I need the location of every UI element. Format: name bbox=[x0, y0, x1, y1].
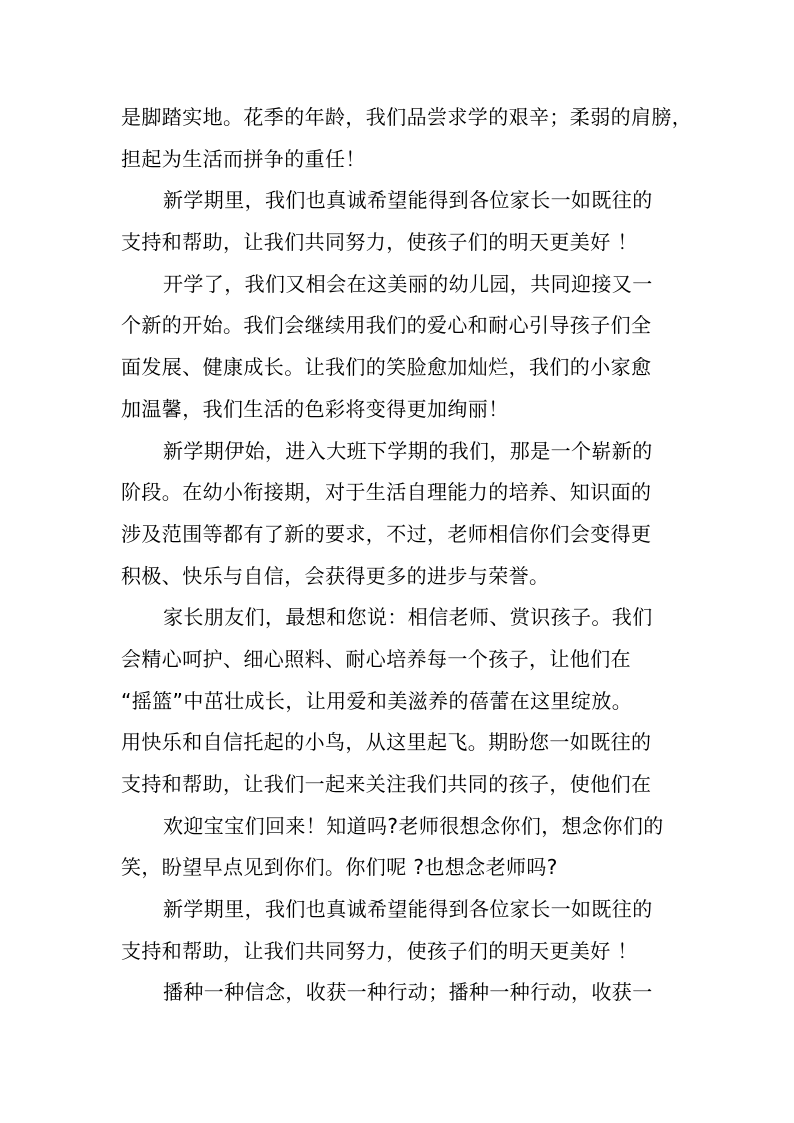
text-line: 支持和帮助，让我们共同努力，使孩子们的明天更美好 ！ bbox=[121, 230, 638, 255]
text-line: 用快乐和自信托起的小鸟，从这里起飞。期盼您一如既往的 bbox=[121, 730, 652, 755]
text-line: 积极、快乐与自信，会获得更多的进步与荣誉。 bbox=[121, 563, 550, 588]
document-body bbox=[121, 97, 696, 1014]
text-line: 是脚踏实地。花季的年龄，我们品尝求学的艰辛；柔弱的肩膀， bbox=[121, 105, 693, 129]
text-line: “摇篮”中茁壮成长，让用爱和美滋养的蓓蕾在这里绽放。 bbox=[121, 688, 633, 713]
text-line: 个新的开始。我们会继续用我们的爱心和耐心引导孩子们全 bbox=[121, 313, 652, 338]
paragraph-start-line: 新学期里，我们也真诚希望能得到各位家长一如既往的 bbox=[163, 897, 653, 922]
paragraph-start-line: 欢迎宝宝们回来！知道吗?老师很想念你们，想念你们的 bbox=[163, 813, 664, 838]
paragraph-start-line: 新学期里，我们也真诚希望能得到各位家长一如既往的 bbox=[163, 188, 653, 213]
paragraph-start-line: 家长朋友们，最想和您说：相信老师、赏识孩子。我们 bbox=[163, 605, 653, 630]
text-line: 支持和帮助，让我们一起来关注我们共同的孩子，使他们在 bbox=[121, 772, 652, 796]
text-line: 加温馨，我们生活的色彩将变得更加绚丽！ bbox=[121, 396, 509, 421]
paragraph-start-line: 开学了，我们又相会在这美丽的幼儿园，共同迎接又一 bbox=[163, 271, 653, 296]
text-line: 担起为生活而拼争的重任！ bbox=[121, 146, 366, 171]
text-line: 会精心呵护、细心照料、耐心培养每一个孩子，让他们在 bbox=[121, 646, 631, 671]
text-line: 阶段。在幼小衔接期，对于生活自理能力的培养、知识面的 bbox=[121, 480, 652, 505]
text-line: 面发展、健康成长。让我们的笑脸愈加灿烂，我们的小家愈 bbox=[121, 355, 652, 380]
text-line: 涉及范围等都有了新的要求，不过，老师相信你们会变得更 bbox=[121, 521, 652, 546]
text-line: 笑，盼望早点见到你们。你们呢 ?也想念老师吗? bbox=[121, 855, 558, 880]
paragraph-start-line: 新学期伊始，进入大班下学期的我们，那是一个崭新的 bbox=[163, 438, 653, 463]
text-line: 支持和帮助，让我们共同努力，使孩子们的明天更美好 ！ bbox=[121, 938, 638, 963]
paragraph-start-line: 播种一种信念，收获一种行动；播种一种行动，收获一 bbox=[163, 980, 653, 1005]
